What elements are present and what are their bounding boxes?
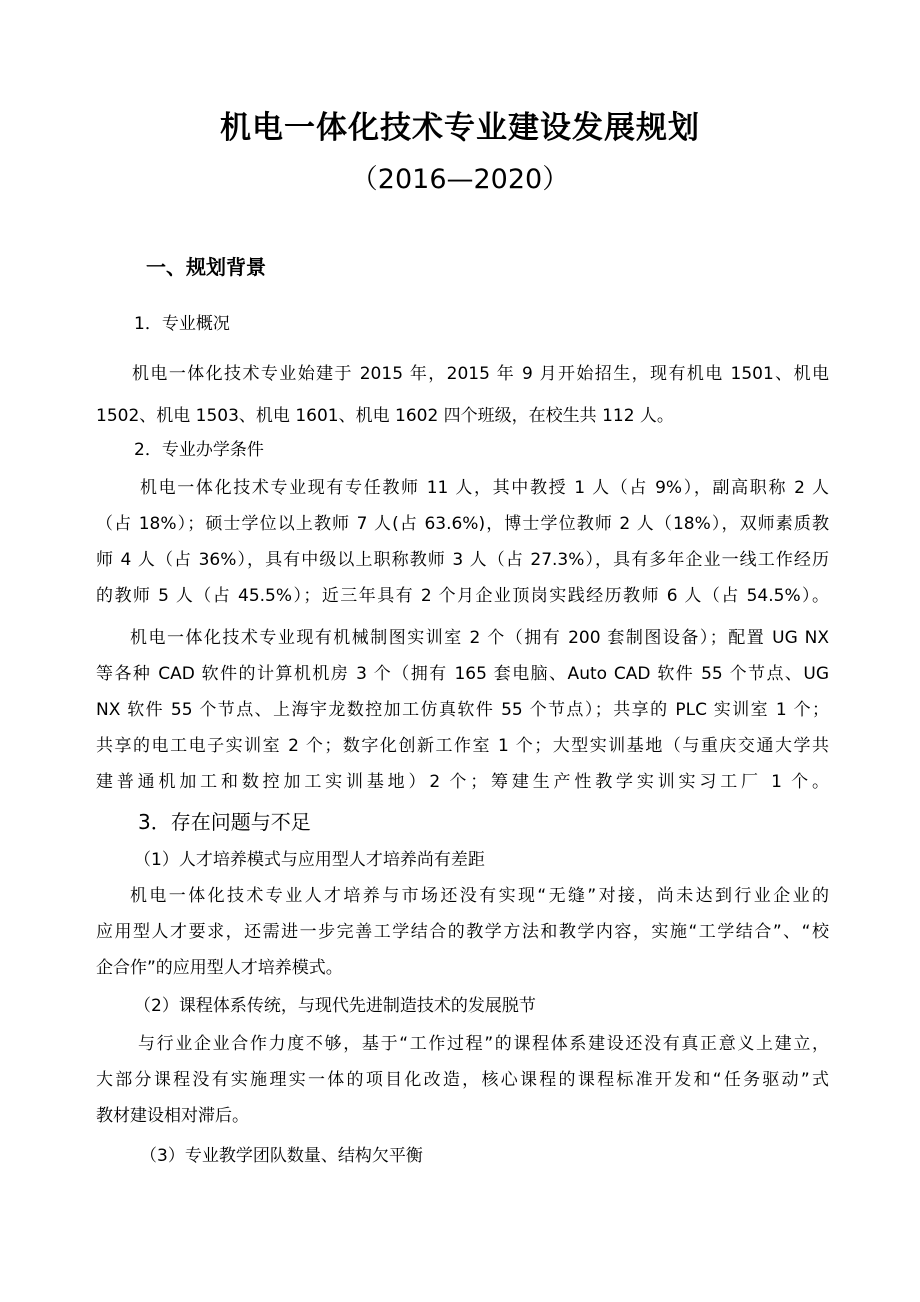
text-line: 大部分课程没有实施理实一体的项目化改造，核心课程的课程标准开发和“任务驱动”式: [96, 1070, 829, 1090]
item-heading-training-mode: （1）人才培养模式与应用型人才培养尚有差距: [134, 850, 485, 870]
text-line: 等各种 CAD 软件的计算机机房 3 个（拥有 165 套电脑、Auto CAD 软件 55 个节点、UG: [96, 664, 829, 684]
subsection-heading-conditions: 2．专业办学条件: [134, 440, 264, 460]
paragraph-teachers: [96, 470, 829, 614]
text-line: 机电一体化技术专业始建于 2015 年，2015 年 9 月开始招生，现有机电 1501、机电: [132, 364, 829, 384]
text-line: 机电一体化技术专业现有机械制图实训室 2 个（拥有 200 套制图设备）；配置 UG NX: [130, 628, 829, 648]
text-line: 的教师 5 人（占 45.5%）；近三年具有 2 个月企业顶岗实践经历教师 6 人（占 54.5%）。: [96, 586, 829, 606]
item-heading-curriculum: （2）课程体系传统，与现代先进制造技术的发展脱节: [134, 996, 536, 1016]
document-title: 机电一体化技术专业建设发展规划: [220, 110, 700, 146]
section-heading-background: 一、规划背景: [146, 255, 266, 279]
subsection-heading-problems: 3．存在问题与不足: [138, 810, 311, 834]
subsection-heading-overview: 1．专业概况: [134, 314, 230, 334]
text-line: NX 软件 55 个节点、上海宇龙数控加工仿真软件 55 个节点）；共享的 PLC 实训室 1 个；: [96, 700, 829, 720]
text-line: （占 18%）；硕士学位以上教师 7 人(占 63.6%)，博士学位教师 2 人（18%），双师素质教: [96, 514, 829, 534]
text-line: 共享的电工电子实训室 2 个；数字化创新工作室 1 个；大型实训基地（与重庆交通大学共: [96, 736, 829, 756]
paragraph-overview: [96, 356, 829, 434]
text-line: 建普通机加工和数控加工实训基地）2 个；筹建生产性教学实训实习工厂 1 个。: [96, 772, 829, 792]
text-line: 教材建设相对滞后。: [96, 1106, 249, 1126]
paragraph-training-mode: [96, 878, 829, 986]
text-line: 与行业企业合作力度不够，基于“工作过程”的课程体系建设还没有真正意义上建立，: [138, 1034, 829, 1054]
text-line: 机电一体化技术专业人才培养与市场还没有实现“无缝”对接，尚未达到行业企业的: [130, 886, 829, 906]
text-line: 机电一体化技术专业现有专任教师 11 人，其中教授 1 人（占 9%），副高职称 2 人: [140, 478, 829, 498]
text-line: 1502、机电 1503、机电 1601、机电 1602 四个班级，在校生共 112 人。: [96, 406, 674, 426]
paragraph-curriculum: [96, 1026, 829, 1134]
document-subtitle: （2016—2020）: [350, 164, 570, 195]
text-line: 应用型人才要求，还需进一步完善工学结合的教学方法和教学内容，实施“工学结合”、“校: [96, 922, 829, 942]
text-line: 师 4 人（占 36%），具有中级以上职称教师 3 人（占 27.3%），具有多年企业一线工作经历: [96, 550, 829, 570]
item-heading-team: （3）专业教学团队数量、结构欠平衡: [140, 1146, 423, 1166]
text-line: 企合作”的应用型人才培养模式。: [96, 958, 343, 978]
paragraph-facilities: [96, 620, 829, 800]
